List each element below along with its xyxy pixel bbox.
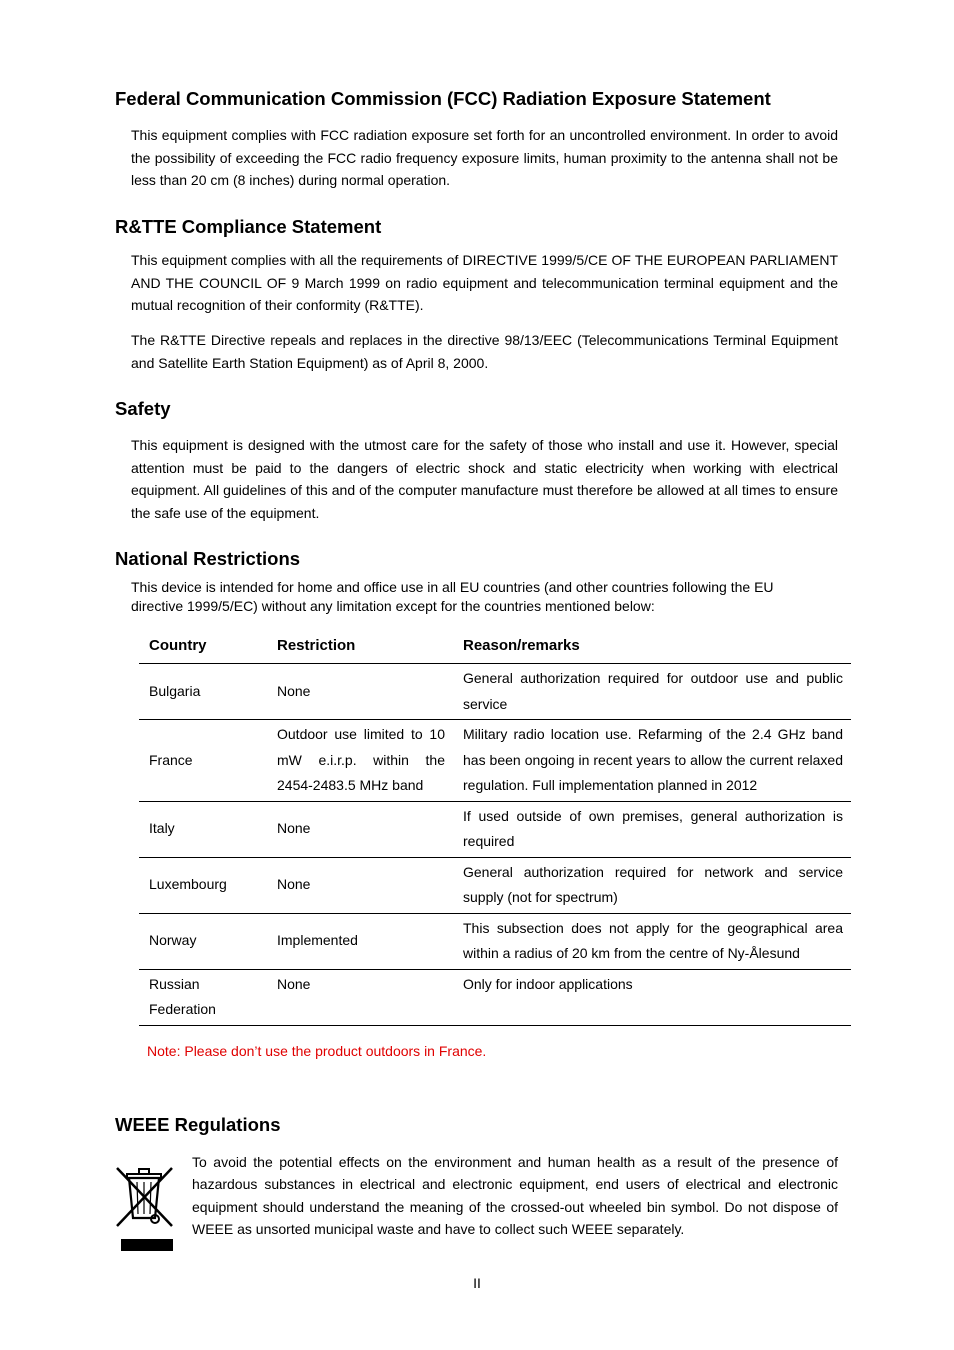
page-number: II <box>473 1275 481 1291</box>
column-header-country: Country <box>139 628 267 664</box>
table-cell-reason: Only for indoor applications <box>453 969 851 1025</box>
table-row <box>139 969 851 1025</box>
table-cell-restriction: None <box>267 801 453 857</box>
table-cell-restriction: Outdoor use limited to 10 mW e.i.r.p. within the 2454-2483.5 MHz band <box>267 720 453 802</box>
table-cell-restriction: None <box>267 664 453 720</box>
rtte-paragraph-2: The R&TTE Directive repeals and replaces in the directive 98/13/EEC (Telecommunications Terminal Equipment and Satellite Earth Station Equipment) as of April 8, 2000. <box>131 332 838 371</box>
national-restrictions-intro: This device is intended for home and office use in all EU countries (and other countries following the EU directive 1999/5/EC) without any limitation except for the countries mentioned below: <box>131 579 774 614</box>
table-row <box>139 664 851 720</box>
national-restrictions-heading: National Restrictions <box>115 548 301 569</box>
table-cell-reason: General authorization required for network and service supply (not for spectrum) <box>453 857 851 913</box>
table-cell-country: Russian Federation <box>139 969 267 1025</box>
rtte-heading: R&TTE Compliance Statement <box>115 216 382 237</box>
table-cell-reason: Military radio location use. Refarming of the 2.4 GHz band has been ongoing in recent years to allow the current relaxed regulation. Full implementation planned in 2012 <box>453 720 851 802</box>
table-cell-country: Luxembourg <box>139 857 267 913</box>
table-cell-restriction: None <box>267 969 453 1025</box>
table-cell-restriction: Implemented <box>267 913 453 969</box>
column-header-reason: Reason/remarks <box>453 628 851 664</box>
table-row <box>139 913 851 969</box>
weee-paragraph: To avoid the potential effects on the environment and human health as a result of the presence of hazardous substances in electrical and electronic equipment, end users of electrical and electronic equipment should understand the meaning of the crossed-out wheeled bin symbol. Do not dispose of WEEE as unsorted municipal waste and have to collect such WEEE separately. <box>192 1154 838 1237</box>
restrictions-table <box>139 628 851 1026</box>
table-cell-reason: If used outside of own premises, general authorization is required <box>453 801 851 857</box>
france-note: Note: Please don’t use the product outdoors in France. <box>147 1043 487 1059</box>
table-row <box>139 801 851 857</box>
table-cell-country: Norway <box>139 913 267 969</box>
safety-heading: Safety <box>115 398 171 419</box>
safety-paragraph: This equipment is designed with the utmost care for the safety of those who install and use it. However, special attention must be paid to the dangers of electric shock and static electricity when working with electrical equipment. All guidelines of this and of the computer manufacture must therefore be allowed at all times to ensure the safe use of the equipment. <box>131 437 838 522</box>
table-cell-reason: General authorization required for outdoor use and public service <box>453 664 851 720</box>
rtte-paragraph-1: This equipment complies with all the requirements of DIRECTIVE 1999/5/CE OF THE EUROPEAN PARLIAMENT AND THE COUNCIL OF 9 March 1999 on radio equipment and telecommunication terminal equipment and the mutual recognition of their conformity (R&TTE). <box>131 252 838 314</box>
table-cell-reason: This subsection does not apply for the geographical area within a radius of 20 km from the centre of Ny-Ålesund <box>453 913 851 969</box>
table-cell-country: Bulgaria <box>139 664 267 720</box>
table-cell-country: Italy <box>139 801 267 857</box>
table-row <box>139 857 851 913</box>
table-cell-country: France <box>139 720 267 802</box>
column-header-restriction: Restriction <box>267 628 453 664</box>
table-header-row <box>139 628 851 664</box>
table-cell-restriction: None <box>267 857 453 913</box>
table-row <box>139 720 851 802</box>
fcc-heading: Federal Communication Commission (FCC) Radiation Exposure Statement <box>115 88 771 109</box>
crossed-out-wheeled-bin-icon <box>114 1162 176 1257</box>
fcc-paragraph: This equipment complies with FCC radiation exposure set forth for an uncontrolled environment. In order to avoid the possibility of exceeding the FCC radio frequency exposure limits, human proximity to the antenna shall not be less than 20 cm (8 inches) during normal operation. <box>131 127 838 189</box>
weee-heading: WEEE Regulations <box>115 1114 281 1135</box>
